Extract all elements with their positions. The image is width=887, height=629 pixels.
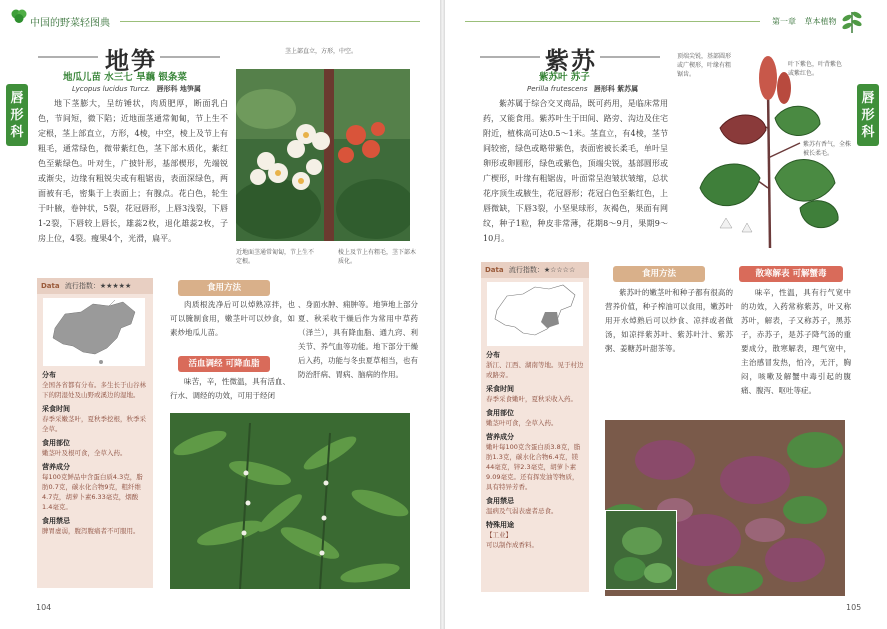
right-sidebar-text: 春季采食嫩叶，夏秋采收入药。 xyxy=(486,395,577,403)
china-map-right xyxy=(487,282,583,346)
right-sidebar-text: 【工业】 可以制作成香料。 xyxy=(486,531,538,549)
right-sidebar-heading: 营养成分 xyxy=(486,433,514,441)
left-sidebar-text: 嫩茎叶及根可食，全草入药。 xyxy=(42,449,127,457)
chapter-number: 第一章 xyxy=(772,17,796,26)
page-number: 104 xyxy=(36,603,52,612)
left-page xyxy=(0,0,440,629)
aliases-right: 紫苏叶 苏子 xyxy=(539,72,590,83)
benefit-text: 味苦，辛，性微温，具有活血、行水、调经的功效，可用于经闭 xyxy=(170,377,290,400)
chapter-title: 草本植物 xyxy=(804,17,837,26)
data-label-right: Data xyxy=(485,266,504,274)
right-page xyxy=(445,0,887,629)
data-header-right xyxy=(481,262,589,278)
caption-bottom-right: 棱上及节上有粗毛，茎下部木质化。 xyxy=(338,249,417,265)
benefit-text-continued xyxy=(298,298,418,408)
plant-photo xyxy=(170,413,410,589)
latin-name xyxy=(72,84,201,94)
title-rule-left xyxy=(38,56,98,58)
popularity-index: 流行指数：★★★★★ xyxy=(64,282,132,290)
data-header xyxy=(37,278,153,294)
right-sidebar-heading: 食用禁忌 xyxy=(486,497,514,505)
benefit-text-start xyxy=(170,375,290,405)
latin-binomial-right: Perilla frutescens xyxy=(527,85,588,93)
data-sidebar-right xyxy=(481,262,589,592)
right-sidebar-heading: 特殊用途 xyxy=(486,521,514,529)
left-sidebar-heading: 分布 xyxy=(42,371,56,379)
popularity-index-right: 流行指数：★☆☆☆☆ xyxy=(508,266,576,274)
caption-top-left-r: 顶端尖锐，基部圆形或广楔形，叶缘有粗锯齿。 xyxy=(677,53,732,78)
perilla-inset-photo xyxy=(605,510,677,590)
header-rule-right xyxy=(465,21,760,22)
title-rule-left-r xyxy=(480,56,540,58)
benefit-tag-right: 散寒解表 可解蟹毒 xyxy=(739,266,843,282)
left-sidebar-heading: 食用部位 xyxy=(42,439,70,447)
method-text-right: 紫苏叶的嫩茎叶和种子都有很高的营养价值，种子榨油可以食用，嫩苏叶用开水焯熟后可以炒食、凉拌或者做汤，如凉拌紫苏叶、紫苏叶汁、紫苏粥、姜糖苏叶甜茶等。 xyxy=(605,288,733,353)
aliases: 地瓜儿苗 水三七 旱藕 银条菜 xyxy=(63,72,187,83)
method-tag: 食用方法 xyxy=(178,280,270,296)
title-rule-right xyxy=(160,56,220,58)
left-sidebar-heading: 食用禁忌 xyxy=(42,517,70,525)
side-tab-left: 唇形科 xyxy=(6,84,28,146)
left-sidebar-text: 每100克鲜品中含蛋白质4.3克，脂肪0.7克，碳水化合物9克，粗纤维4.7克，胡萝卜素6.33毫克，烟酸1.4毫克。 xyxy=(42,473,143,511)
perilla-illustration xyxy=(680,48,860,248)
benefit-text-right: 味辛，性温，具有行气宽中的功效，入药常称紫苏，叶又称苏叶，解表，子又称苏子，黑苏子，赤苏子，是苏子降气汤的重要成分，散寒解表，理气宽中，主治感冒发热，怕冷，无汗，胸闷，咳嗽及解蟹中毒引起的腹痛、腹泻、呕吐等症。 xyxy=(741,288,851,395)
left-sidebar-text: 脾胃虚弱，腹泻腹痛者不可服用。 xyxy=(42,527,140,535)
method-tag-right: 食用方法 xyxy=(613,266,705,282)
right-sidebar-text: 浙江、江西、湖南等地。见于村边或路旁。 xyxy=(486,361,584,379)
data-label: Data xyxy=(41,282,60,290)
page-title: 地笋 xyxy=(105,46,157,75)
caption-top-right-r: 叶下紫色，叶背紫色或紫红色。 xyxy=(788,61,843,77)
left-sidebar-heading: 采食时间 xyxy=(42,405,70,413)
china-map xyxy=(43,298,145,366)
right-sidebar-heading: 食用部位 xyxy=(486,409,514,417)
chapter-heading xyxy=(772,16,837,27)
family-name-right: 唇形科 紫苏属 xyxy=(593,85,639,93)
page-number-right: 105 xyxy=(846,603,862,612)
caption-bottom-left: 近地面茎通常匍匐，节上生不定根。 xyxy=(236,249,315,265)
caption-top: 茎上部直立，方形，中空。 xyxy=(285,48,358,55)
description-text: 地下茎膨大，呈纺锤状，肉质肥厚，断面乳白色，节间短，微下陷；近地面茎通常匍匐，节上生不定根，茎上部直立，方形，4棱，中空，棱上及节上有粗毛，通常绿色，微带紫红色，茎下部木质化，紫红色至紫绿色。叶对生，广披针形，基部楔形，先端锐或渐尖，边缘有粗锐尖或有粗锯齿，表面深绿色，两面被有毛，密集于上表面上；有腺点。花白色，轮生于叶腋，卷钟状，5裂，花冠唇形，上唇3浅裂，下唇1-2裂，下唇较上唇长，雄蕊2枚，退化雄蕊2枚，子房上位，4裂。瘦果4个，光滑，扁平。 xyxy=(38,99,228,243)
data-sidebar xyxy=(37,278,153,588)
sidebar-sections xyxy=(37,370,153,536)
header-rule xyxy=(120,21,420,22)
sidebar-sections-right xyxy=(481,350,589,550)
method-text: 肉质根洗净后可以焯熟凉拌，也可以腌制食用，嫩茎叶可以炒食，如素炒地瓜儿苗。 xyxy=(170,300,295,337)
title-rule-right-r xyxy=(600,56,660,58)
benefit-text-cont: 、身面水肿、痈肿等。地笋地上部分夏、秋采收干燥后作为常用中草药（泽兰），具有降血脂、通九窍、利关节、养气血等功能。地下部分干燥后入药，功能与冬虫夏草相当，也有防治肝病、胃病、脑病的作用。 xyxy=(298,300,418,379)
right-sidebar-text: 温病及气弱表虚者忌食。 xyxy=(486,507,558,515)
left-sidebar-heading: 营养成分 xyxy=(42,463,70,471)
plant-sprig-icon xyxy=(840,6,864,34)
right-sidebar-heading: 分布 xyxy=(486,351,500,359)
flower-photo xyxy=(236,69,410,241)
page-title-right: 紫苏 xyxy=(545,46,597,75)
latin-name-right xyxy=(527,84,638,94)
clover-icon xyxy=(10,8,28,24)
latin-binomial: Lycopus lucidus Turcz. xyxy=(72,85,151,93)
left-sidebar-text: 全国各省都有分布。多生长于山谷林下的阴湿处及山野或溪边的湿地。 xyxy=(42,381,146,399)
right-sidebar-text: 嫩茎叶可食，全草入药。 xyxy=(486,419,558,427)
side-tab-right: 唇形科 xyxy=(857,84,879,146)
description-text-right: 紫苏属于综合交叉商品，既可药用，是临床常用药，又能食用。紫苏叶生于田间、路旁、沟边及住宅附近，植株高可达0.5～1米。茎直立，有4棱，茎节间较密，绿色或略带紫色，表面密被长柔毛，单叶呈卵形或卵圆形，绿色或紫色，顶端尖锐，基部圆形或广楔形，叶缘有粗锯齿，叶面常呈泡皱状皱缩，总状花序顶生或腋生，花冠唇形；花冠白色至紫红色，上唇微缺，下唇3裂，小坚果球形，灰褐色，果面有网纹，种子1粒，种皮非常薄，花期8～9月，果期9～10月。 xyxy=(483,99,668,243)
right-sidebar-heading: 采食时间 xyxy=(486,385,514,393)
book-title: 中国的野菜轻图典 xyxy=(30,18,110,29)
family-name: 唇形科 地笋属 xyxy=(156,85,201,93)
right-sidebar-text: 嫩叶每100克含蛋白质3.8克，脂肪1.3克，碳水化合物6.4克，镁44毫克，锌2.3毫克，胡萝卜素9.09毫克。还有挥发油等物质，具有特异芳香。 xyxy=(486,443,581,491)
caption-mid-right-r: 紫苏有香气，全株被长柔毛。 xyxy=(803,141,852,157)
left-sidebar-text: 春季采嫩茎叶，夏秋季挖根，秋季采全草。 xyxy=(42,415,146,433)
benefit-tag: 活血调经 可降血脂 xyxy=(178,356,270,372)
